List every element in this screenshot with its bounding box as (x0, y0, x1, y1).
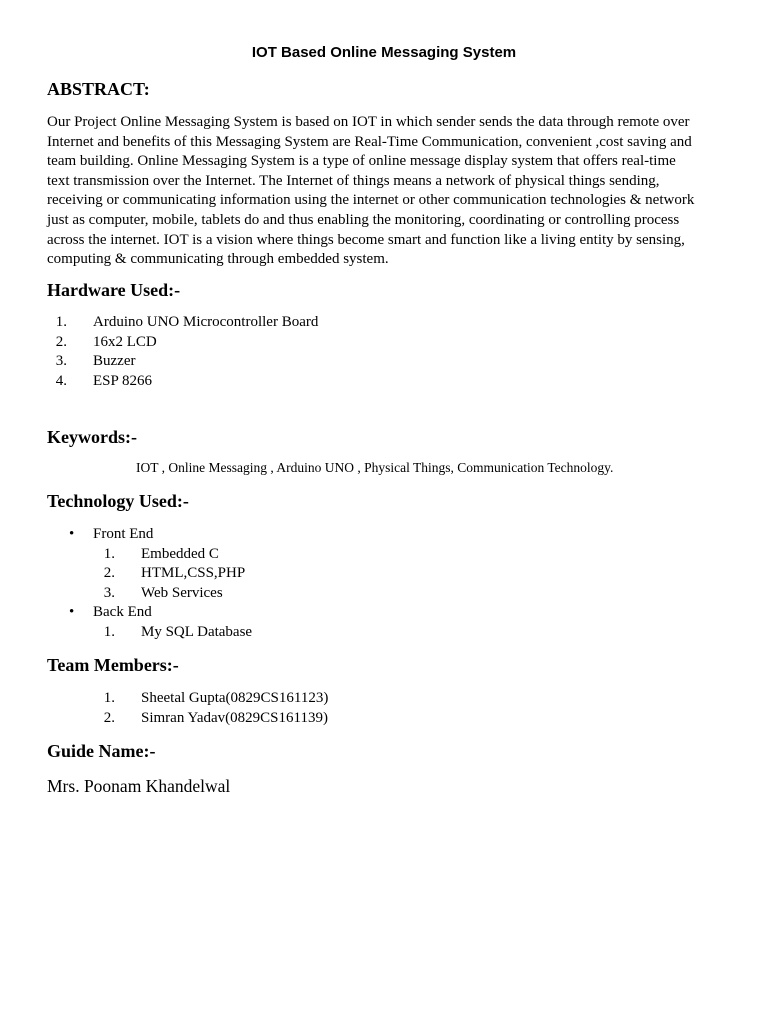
list-number: 1. (103, 690, 115, 706)
list-item-text: Buzzer (93, 353, 136, 370)
list-number: 2. (103, 565, 115, 582)
abstract-line: team building. Online Messaging System is a type of online message display system that offers real-time (47, 153, 676, 170)
list-item-text: My SQL Database (141, 623, 253, 640)
list-item-text: Sheetal Gupta(0829CS161123) (141, 690, 329, 706)
hardware-heading: Hardware Used:- (47, 280, 181, 300)
list-number: 2. (55, 333, 67, 350)
list-number: 1. (55, 314, 67, 330)
document-title: IOT Based Online Messaging System (251, 44, 517, 61)
list-item-text: Web Services (141, 584, 223, 601)
keywords-heading: Keywords:- (47, 427, 137, 447)
list-item-text: 16x2 LCD (93, 333, 157, 350)
abstract-line: just as computer, mobile, tablets do and thus enabling the monitoring, coordinating or controlling process (47, 211, 680, 228)
list-number: 1. (103, 623, 115, 640)
abstract-line: text transmission over the Internet. The Internet of things means a network of physical things sending, (47, 172, 660, 189)
abstract-line: receiving or communicating information using the internet or other communication technologies & network (47, 192, 695, 209)
list-item-text: HTML,CSS,PHP (141, 565, 246, 582)
list-item-text: Simran Yadav(0829CS161139) (141, 709, 328, 726)
list-number: 1. (103, 545, 115, 562)
keywords-text: IOT , Online Messaging , Arduino UNO , Physical Things, Communication Technology. (136, 460, 614, 475)
abstract-line: Internet and benefits of this Messaging System are Real-Time Communication, convenient ,cost saving and (47, 133, 692, 150)
abstract-line: computing & communicating through embedded system. (47, 251, 389, 268)
guide-heading: Guide Name:- (47, 741, 156, 761)
list-number: 2. (103, 709, 115, 726)
abstract-paragraph (47, 113, 723, 270)
team-heading: Team Members:- (47, 655, 179, 675)
list-item-text: Embedded C (141, 545, 219, 562)
bullet-icon: • (69, 604, 75, 621)
list-item-text: ESP 8266 (93, 372, 153, 389)
technology-heading: Technology Used:- (47, 491, 189, 511)
abstract-line: Our Project Online Messaging System is based on IOT in which sender sends the data through remote over (47, 114, 690, 130)
list-item-text: Arduino UNO Microcontroller Board (93, 314, 319, 330)
list-number: 3. (103, 584, 115, 601)
abstract-line: across the internet. IOT is a vision where things become smart and function like a living entity by sensing, (47, 231, 685, 248)
back-end-label: Back End (93, 604, 152, 621)
bullet-icon: • (69, 526, 75, 542)
front-end-label: Front End (93, 526, 154, 542)
list-number: 3. (55, 353, 67, 370)
list-number: 4. (55, 372, 67, 389)
guide-name: Mrs. Poonam Khandelwal (47, 776, 231, 796)
abstract-heading: ABSTRACT: (47, 79, 150, 99)
